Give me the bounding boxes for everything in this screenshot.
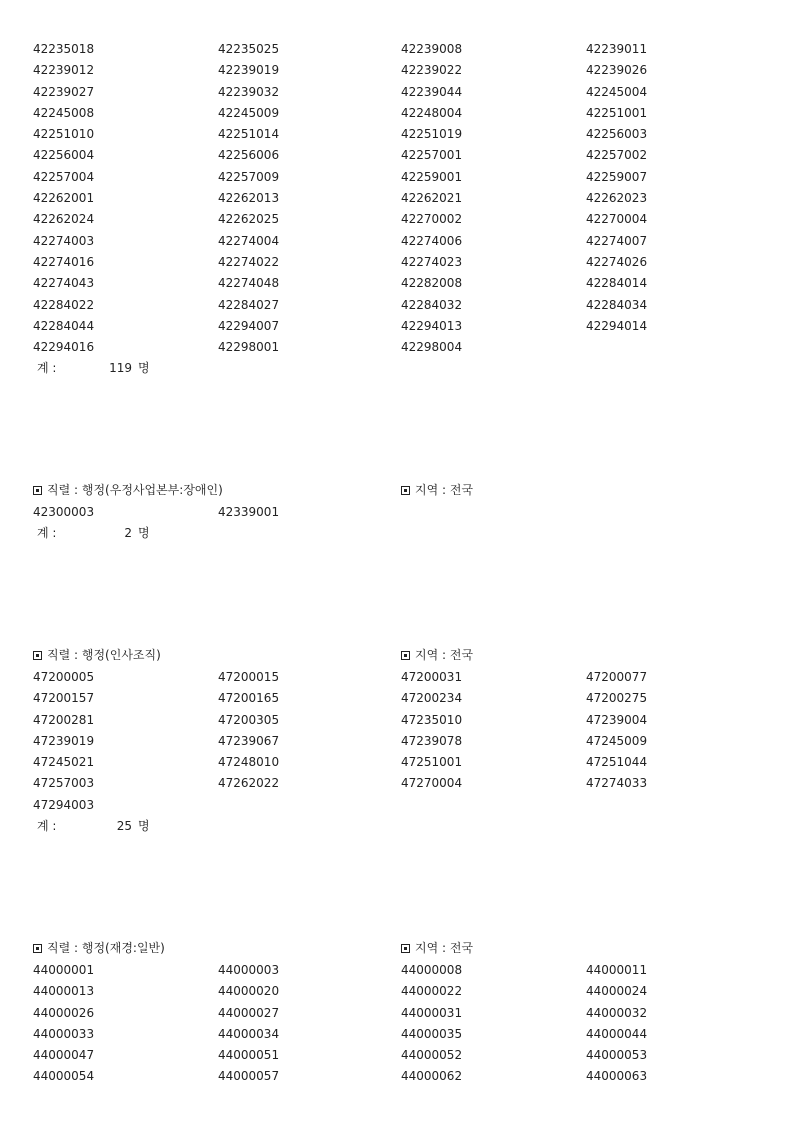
section-continued-list	[0, 39, 793, 379]
candidate-number: 47200305	[218, 712, 280, 727]
region-line	[401, 478, 473, 502]
candidate-number: 44000011	[586, 963, 648, 977]
candidate-number: 42274026	[586, 254, 648, 269]
candidate-number: 42239011	[586, 42, 648, 56]
total-count: 25	[116, 819, 132, 834]
candidate-number: 42282008	[401, 276, 463, 291]
number-row	[0, 167, 793, 188]
checkbox-square-icon	[33, 486, 42, 495]
candidate-number: 42262001	[33, 191, 95, 206]
candidate-number: 47239004	[586, 712, 648, 727]
number-row	[0, 39, 793, 60]
candidate-number: 42235018	[33, 42, 95, 56]
number-row	[0, 710, 793, 731]
number-row	[0, 1024, 793, 1045]
candidate-number: 42235025	[218, 42, 280, 56]
candidate-number: 42251019	[401, 127, 463, 142]
candidate-number: 42284044	[33, 318, 95, 333]
number-row	[0, 795, 793, 816]
job-category-line	[33, 643, 161, 667]
candidate-number: 44000062	[401, 1069, 463, 1084]
candidate-number: 42284034	[586, 297, 648, 312]
region-label: 지역 : 전국	[415, 941, 474, 955]
candidate-number: 44000001	[33, 963, 95, 977]
number-row	[0, 667, 793, 688]
candidate-number: 42294007	[218, 318, 280, 333]
checkbox-square-icon	[401, 486, 410, 495]
candidate-number: 42294013	[401, 318, 463, 333]
candidate-number: 42274022	[218, 254, 280, 269]
section-header	[0, 643, 793, 667]
candidate-number: 42256003	[586, 127, 648, 142]
total-unit: 명	[138, 819, 150, 834]
candidate-number: 42239044	[401, 84, 463, 99]
candidate-number: 44000047	[33, 1048, 95, 1063]
candidate-number: 47248010	[218, 755, 280, 770]
total-label: 계 :	[37, 361, 57, 376]
number-grid	[0, 667, 793, 816]
candidate-number: 42339001	[218, 505, 280, 519]
candidate-number: 47200015	[218, 670, 280, 684]
candidate-number: 44000044	[586, 1026, 648, 1041]
candidate-number: 42294014	[586, 318, 648, 333]
number-row	[0, 1066, 793, 1087]
candidate-number: 47251044	[586, 755, 648, 770]
candidate-number: 42239027	[33, 84, 95, 99]
candidate-number: 42284022	[33, 297, 95, 312]
candidate-number: 44000003	[218, 963, 280, 977]
section-hr-organization	[0, 643, 793, 837]
candidate-number: 44000054	[33, 1069, 95, 1084]
job-category-label: 직렬 : 행정(인사조직)	[47, 648, 161, 662]
candidate-number: 42300003	[33, 505, 95, 519]
candidate-number: 47200077	[586, 670, 648, 684]
candidate-number: 47200005	[33, 670, 95, 684]
candidate-number: 42245004	[586, 84, 648, 99]
candidate-number: 42274048	[218, 276, 280, 291]
candidate-number: 47200234	[401, 691, 463, 706]
candidate-number: 42274006	[401, 233, 463, 248]
candidate-number: 42298004	[401, 340, 463, 355]
candidate-number: 47257003	[33, 776, 95, 791]
number-row	[0, 209, 793, 230]
candidate-number: 47239019	[33, 733, 95, 748]
total-line	[0, 523, 793, 544]
region-line	[401, 936, 473, 960]
candidate-number: 42256006	[218, 148, 280, 163]
candidate-number: 42274023	[401, 254, 463, 269]
candidate-number: 42294016	[33, 340, 95, 355]
candidate-number: 42257001	[401, 148, 463, 163]
section-header	[0, 478, 793, 502]
number-row	[0, 731, 793, 752]
number-row	[0, 316, 793, 337]
number-row	[0, 688, 793, 709]
candidate-number: 47245021	[33, 755, 95, 770]
candidate-number: 42262025	[218, 212, 280, 227]
candidate-number: 44000027	[218, 1005, 280, 1020]
candidate-number: 42239032	[218, 84, 280, 99]
total-count: 2	[124, 526, 132, 541]
job-category-label: 직렬 : 행정(재경:일반)	[47, 941, 165, 955]
candidate-number: 44000063	[586, 1069, 648, 1084]
total-unit: 명	[138, 526, 150, 541]
candidate-number: 44000057	[218, 1069, 280, 1084]
section-finance-general	[0, 936, 793, 1088]
candidate-number: 44000053	[586, 1048, 648, 1063]
region-line	[401, 643, 473, 667]
number-row	[0, 752, 793, 773]
candidate-number: 42251010	[33, 127, 95, 142]
number-row	[0, 1003, 793, 1024]
candidate-number: 42274004	[218, 233, 280, 248]
candidate-number: 42270002	[401, 212, 463, 227]
candidate-number: 47200275	[586, 691, 648, 706]
candidate-number: 44000031	[401, 1005, 463, 1020]
candidate-number: 47274033	[586, 776, 648, 791]
candidate-number: 47262022	[218, 776, 280, 791]
candidate-number: 42262023	[586, 191, 648, 206]
checkbox-square-icon	[401, 651, 410, 660]
number-row	[0, 295, 793, 316]
job-category-label: 직렬 : 행정(우정사업본부:장애인)	[47, 483, 223, 497]
job-category-line	[33, 478, 223, 502]
section-header	[0, 936, 793, 960]
region-label: 지역 : 전국	[415, 483, 474, 497]
candidate-number: 42284032	[401, 297, 463, 312]
candidate-number: 47200281	[33, 712, 95, 727]
candidate-number: 42257004	[33, 169, 95, 184]
number-row	[0, 960, 793, 981]
candidate-number: 42274043	[33, 276, 95, 291]
candidate-number: 42270004	[586, 212, 648, 227]
total-line	[0, 816, 793, 837]
total-line	[0, 358, 793, 379]
candidate-number: 44000034	[218, 1026, 280, 1041]
candidate-number: 47235010	[401, 712, 463, 727]
candidate-number: 44000022	[401, 984, 463, 999]
candidate-number: 47270004	[401, 776, 463, 791]
candidate-number: 47239078	[401, 733, 463, 748]
candidate-number: 42251014	[218, 127, 280, 142]
candidate-number: 44000052	[401, 1048, 463, 1063]
job-category-line	[33, 936, 165, 960]
number-row	[0, 124, 793, 145]
candidate-number: 42245008	[33, 105, 95, 120]
candidate-number: 44000008	[401, 963, 463, 977]
candidate-number: 44000020	[218, 984, 280, 999]
candidate-number: 44000033	[33, 1026, 95, 1041]
number-row	[0, 1045, 793, 1066]
candidate-number: 47245009	[586, 733, 648, 748]
candidate-number: 42256004	[33, 148, 95, 163]
candidate-number: 42274016	[33, 254, 95, 269]
checkbox-square-icon	[401, 944, 410, 953]
number-row	[0, 145, 793, 166]
candidate-number: 42262013	[218, 191, 280, 206]
candidate-number: 44000051	[218, 1048, 280, 1063]
candidate-number: 42274003	[33, 233, 95, 248]
candidate-number: 42257002	[586, 148, 648, 163]
candidate-number: 47251001	[401, 755, 463, 770]
total-count: 119	[109, 361, 132, 376]
section-postal-disabled	[0, 478, 793, 544]
candidate-number: 42262024	[33, 212, 95, 227]
number-row	[0, 82, 793, 103]
candidate-number: 42239008	[401, 42, 463, 56]
candidate-number: 44000035	[401, 1026, 463, 1041]
candidate-number: 42239026	[586, 63, 648, 78]
candidate-number: 42239012	[33, 63, 95, 78]
total-label: 계 :	[37, 526, 57, 541]
candidate-number: 47200157	[33, 691, 95, 706]
candidate-number: 47239067	[218, 733, 280, 748]
candidate-number: 42259001	[401, 169, 463, 184]
candidate-number: 42262021	[401, 191, 463, 206]
total-unit: 명	[138, 361, 150, 376]
candidate-number: 47200165	[218, 691, 280, 706]
candidate-number: 42298001	[218, 340, 280, 355]
candidate-number: 44000026	[33, 1005, 95, 1020]
candidate-number: 44000013	[33, 984, 95, 999]
number-grid	[0, 502, 793, 523]
candidate-number: 47294003	[33, 797, 95, 812]
checkbox-square-icon	[33, 651, 42, 660]
number-row	[0, 502, 793, 523]
region-label: 지역 : 전국	[415, 648, 474, 662]
candidate-number: 44000024	[586, 984, 648, 999]
number-row	[0, 103, 793, 124]
number-row	[0, 337, 793, 358]
number-grid	[0, 39, 793, 358]
candidate-number: 42248004	[401, 105, 463, 120]
checkbox-square-icon	[33, 944, 42, 953]
number-grid	[0, 960, 793, 1088]
candidate-number: 44000032	[586, 1005, 648, 1020]
candidate-number: 42239022	[401, 63, 463, 78]
number-row	[0, 773, 793, 794]
number-row	[0, 231, 793, 252]
candidate-number: 42245009	[218, 105, 280, 120]
number-row	[0, 981, 793, 1002]
candidate-number: 47200031	[401, 670, 463, 684]
number-row	[0, 252, 793, 273]
total-label: 계 :	[37, 819, 57, 834]
candidate-number: 42257009	[218, 169, 280, 184]
number-row	[0, 273, 793, 294]
candidate-number: 42259007	[586, 169, 648, 184]
candidate-number: 42284027	[218, 297, 280, 312]
candidate-number: 42284014	[586, 276, 648, 291]
number-row	[0, 188, 793, 209]
candidate-number: 42251001	[586, 105, 648, 120]
candidate-number: 42274007	[586, 233, 648, 248]
number-row	[0, 60, 793, 81]
candidate-number: 42239019	[218, 63, 280, 78]
